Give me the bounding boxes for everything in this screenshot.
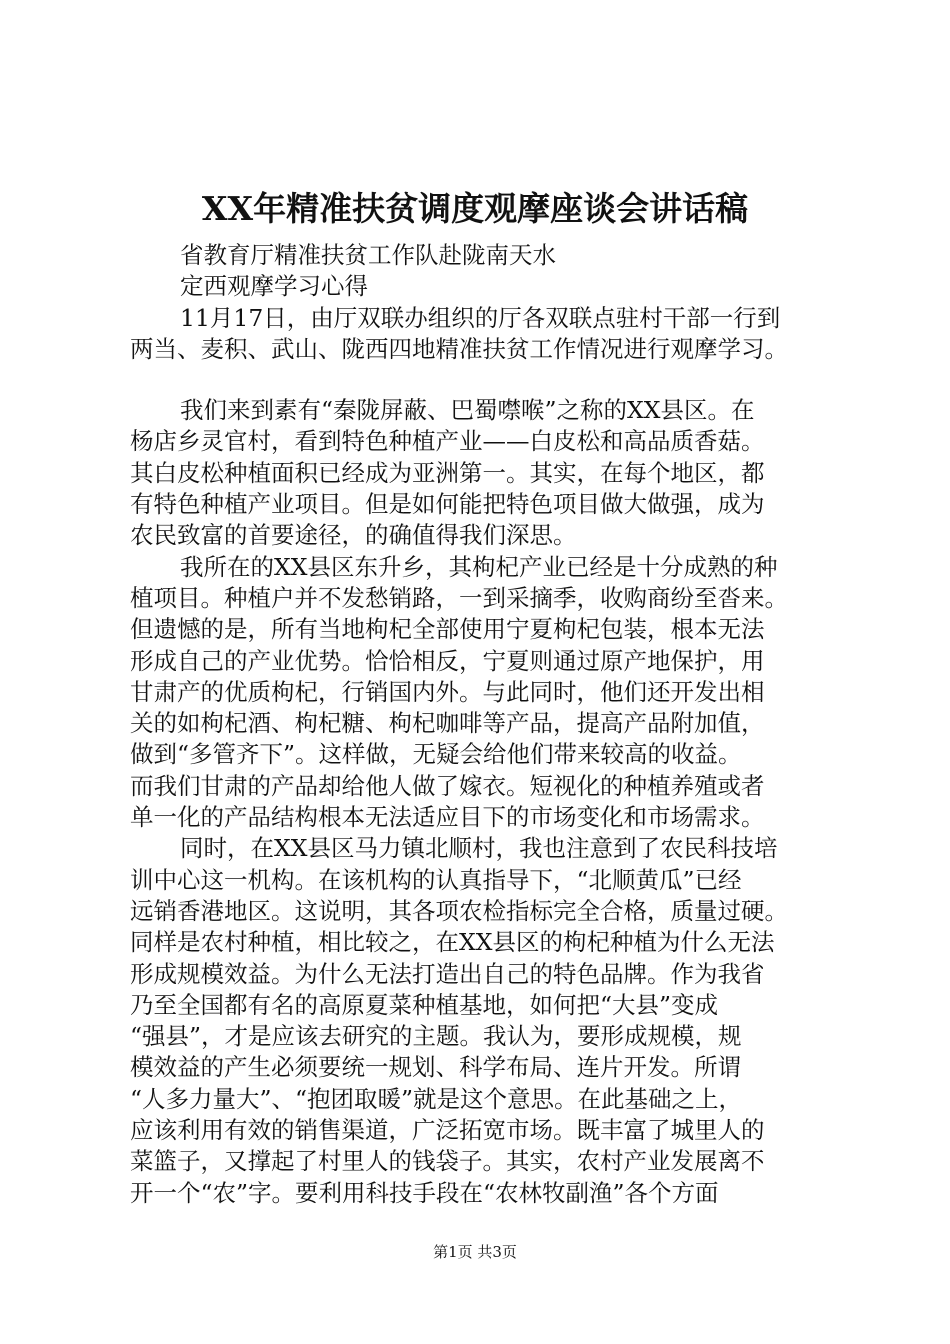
text-line: 11月17日，由厅双联办组织的厅各双联点驻村干部一行到	[180, 303, 781, 332]
text-line: 两当、麦积、武山、陇西四地精准扶贫工作情况进行观摩学习。	[130, 334, 788, 363]
text-line: 关的如枸杞酒、枸杞糖、枸杞咖啡等产品，提高产品附加值，	[130, 709, 765, 738]
text-line: 单一化的产品结构根本无法适应目下的市场变化和市场需求。	[130, 803, 765, 832]
text-line: 菜篮子，又撑起了村里人的钱袋子。其实，农村产业发展离不	[130, 1147, 765, 1176]
paragraph-gap	[130, 365, 850, 395]
text-line: 同样是农村种植，相比较之，在XX县区的枸杞种植为什么无法	[130, 928, 775, 957]
text-line: “人多力量大”、“抱团取暖”就是这个意思。在此基础之上，	[130, 1084, 743, 1113]
text-line: 而我们甘肃的产品却给他人做了嫁衣。短视化的种植养殖或者	[130, 771, 765, 800]
text-line: 应该利用有效的销售渠道，广泛拓宽市场。既丰富了城里人的	[130, 1116, 765, 1145]
text-line: 模效益的产生必须要统一规划、科学布局、连片开发。所谓	[130, 1053, 741, 1082]
text-line: 开一个“农”字。要利用科技手段在“农林牧副渔”各个方面	[130, 1178, 719, 1207]
text-line: 形成自己的产业优势。恰恰相反，宁夏则通过原产地保护，用	[130, 646, 765, 675]
text-line: 乃至全国都有名的高原夏菜种植基地，如何把“大县”变成	[130, 990, 719, 1019]
text-line: 农民致富的首要途径，的确值得我们深思。	[130, 521, 577, 550]
text-line: 定西观摩学习心得	[180, 272, 368, 301]
text-line: 省教育厅精准扶贫工作队赴陇南天水	[180, 241, 556, 269]
page-footer: 第1页 共3页	[433, 1243, 517, 1261]
text-line: 我们来到素有“秦陇屏蔽、巴蜀噤喉”之称的XX县区。在	[180, 396, 755, 425]
text-line: 形成规模效益。为什么无法打造出自己的特色品牌。作为我省	[130, 959, 765, 988]
text-line: 甘肃产的优质枸杞，行销国内外。与此同时，他们还开发出相	[130, 677, 765, 706]
text-line: 其白皮松种植面积已经成为亚洲第一。其实，在每个地区，都	[130, 458, 765, 487]
text-line: 有特色种植产业项目。但是如何能把特色项目做大做强，成为	[130, 490, 765, 519]
document-title: XX年精准扶贫调度观摩座谈会讲话稿	[201, 189, 749, 228]
text-line: “强县”，才是应该去研究的主题。我认为，要形成规模，规	[130, 1022, 742, 1051]
text-line: 远销香港地区。这说明，其各项农检指标完全合格，质量过硬。	[130, 896, 788, 925]
text-line: 但遗憾的是，所有当地枸杞全部使用宁夏枸杞包装，根本无法	[130, 615, 765, 644]
document-body	[130, 240, 850, 1209]
text-line: 同时，在XX县区马力镇北顺村，我也注意到了农民科技培	[180, 834, 778, 863]
text-line: 杨店乡灵官村，看到特色种植产业——白皮松和高品质香菇。	[130, 427, 765, 456]
text-line: 做到“多管齐下”。这样做，无疑会给他们带来较高的收益。	[130, 740, 742, 769]
text-line: 植项目。种植户并不发愁销路，一到采摘季，收购商纷至沓来。	[130, 583, 788, 612]
text-line: 我所在的XX县区东升乡，其枸杞产业已经是十分成熟的种	[180, 552, 778, 581]
text-line: 训中心这一机构。在该机构的认真指导下，“北顺黄瓜”已经	[130, 865, 742, 894]
